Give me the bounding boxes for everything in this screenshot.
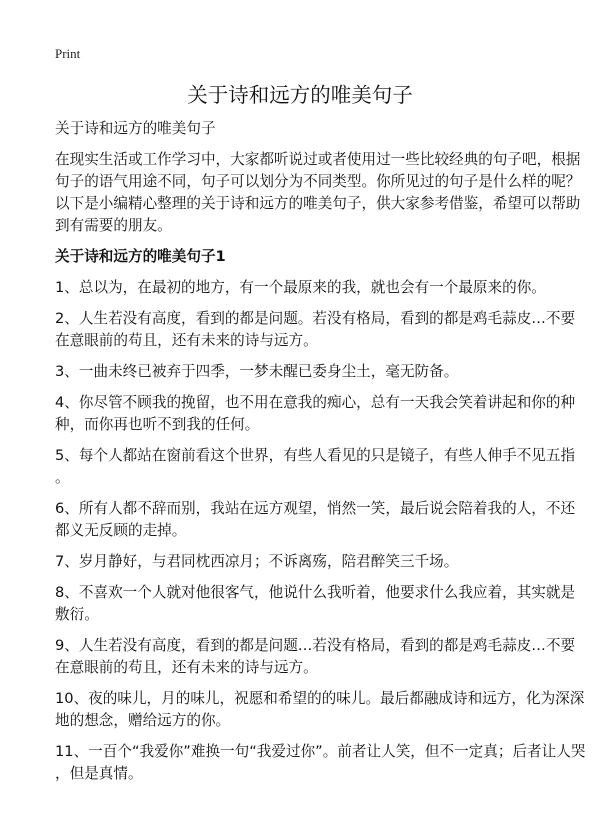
list-item xyxy=(55,308,576,352)
text-line: 。 xyxy=(55,469,70,486)
intro-paragraph xyxy=(55,149,581,237)
text-line: 1、总以为，在最初的地方，有一个最原来的我，就也会有一个最原来的你。 xyxy=(55,279,546,296)
text-line: 11、一百个“我爱你”难换一句“我爱过你”。前者让人笑，但不一定真；后者让人哭 xyxy=(55,743,586,760)
text-line: 在现实生活或工作学习中，大家都听说过或者使用过一些比较经典的句子吧，根据 xyxy=(55,151,581,168)
text-line: 在意眼前的苟且，还有未来的诗与远方。 xyxy=(55,659,318,676)
list-item xyxy=(55,582,576,626)
list-item xyxy=(55,551,555,573)
text-line: 以下是小编精心整理的关于诗和远方的唯美句子，供大家参考借鉴，希望可以帮助 xyxy=(55,195,581,212)
text-line: 8、不喜欢一个人就对他很客气，他说什么我听着，他要求什么我应着，其实就是 xyxy=(55,584,576,601)
print-link[interactable]: Print xyxy=(55,46,81,61)
text-line: 地的想念，赠给远方的你。 xyxy=(55,712,231,729)
text-line: 到有需要的朋友。 xyxy=(55,217,172,234)
text-line: 在意眼前的苟且，还有未来的诗与远方。 xyxy=(55,332,318,349)
text-line: 2、人生若没有高度，看到的都是问题。若没有格局，看到的都是鸡毛蒜皮…不要 xyxy=(55,310,576,327)
text-line: ，但是真情。 xyxy=(55,765,143,782)
list-item xyxy=(55,498,576,542)
article-body xyxy=(55,118,586,794)
sentence-list xyxy=(55,277,586,785)
text-line: 种，而你再也听不到我的任何。 xyxy=(55,416,260,433)
list-item xyxy=(55,361,555,383)
text-line: 都义无反顾的走掉。 xyxy=(55,522,187,539)
text-line: 敷衍。 xyxy=(55,606,99,623)
text-line: 4、你尽管不顾我的挽留，也不用在意我的痴心，总有一天我会笑着讲起和你的种 xyxy=(55,394,576,411)
list-item xyxy=(55,635,576,679)
text-line: 5、每个人都站在窗前看这个世界，有些人看见的只是镜子，有些人伸手不见五指 xyxy=(55,447,576,464)
text-line: 7、岁月静好，与君同枕西凉月；不诉离殇，陪君醉笑三千场。 xyxy=(55,553,459,570)
list-item xyxy=(55,392,576,436)
subtitle: 关于诗和远方的唯美句子 xyxy=(55,120,216,137)
text-line: 6、所有人都不辞而别，我站在远方观望，悄然一笑，最后说会陪着我的人，不还 xyxy=(55,500,576,517)
text-line: 句子的语气用途不同，句子可以划分为不同类型。你所见过的句子是什么样的呢？ xyxy=(55,173,581,190)
list-item xyxy=(55,445,576,489)
section-heading: 关于诗和远方的唯美句子1 xyxy=(55,248,226,265)
list-item xyxy=(55,741,586,785)
page-title: 关于诗和远方的唯美句子 xyxy=(187,83,413,107)
text-line: 10、夜的味儿，月的味儿，祝愿和希望的的味儿。最后都融成诗和远方，化为深深 xyxy=(55,690,585,707)
list-item xyxy=(55,688,585,732)
text-line: 9、人生若没有高度，看到的都是问题…若没有格局，看到的都是鸡毛蒜皮…不要 xyxy=(55,637,576,654)
text-line: 3、一曲未终已被弃于四季，一梦未醒已委身尘土，毫无防备。 xyxy=(55,363,459,380)
list-item xyxy=(55,277,555,299)
